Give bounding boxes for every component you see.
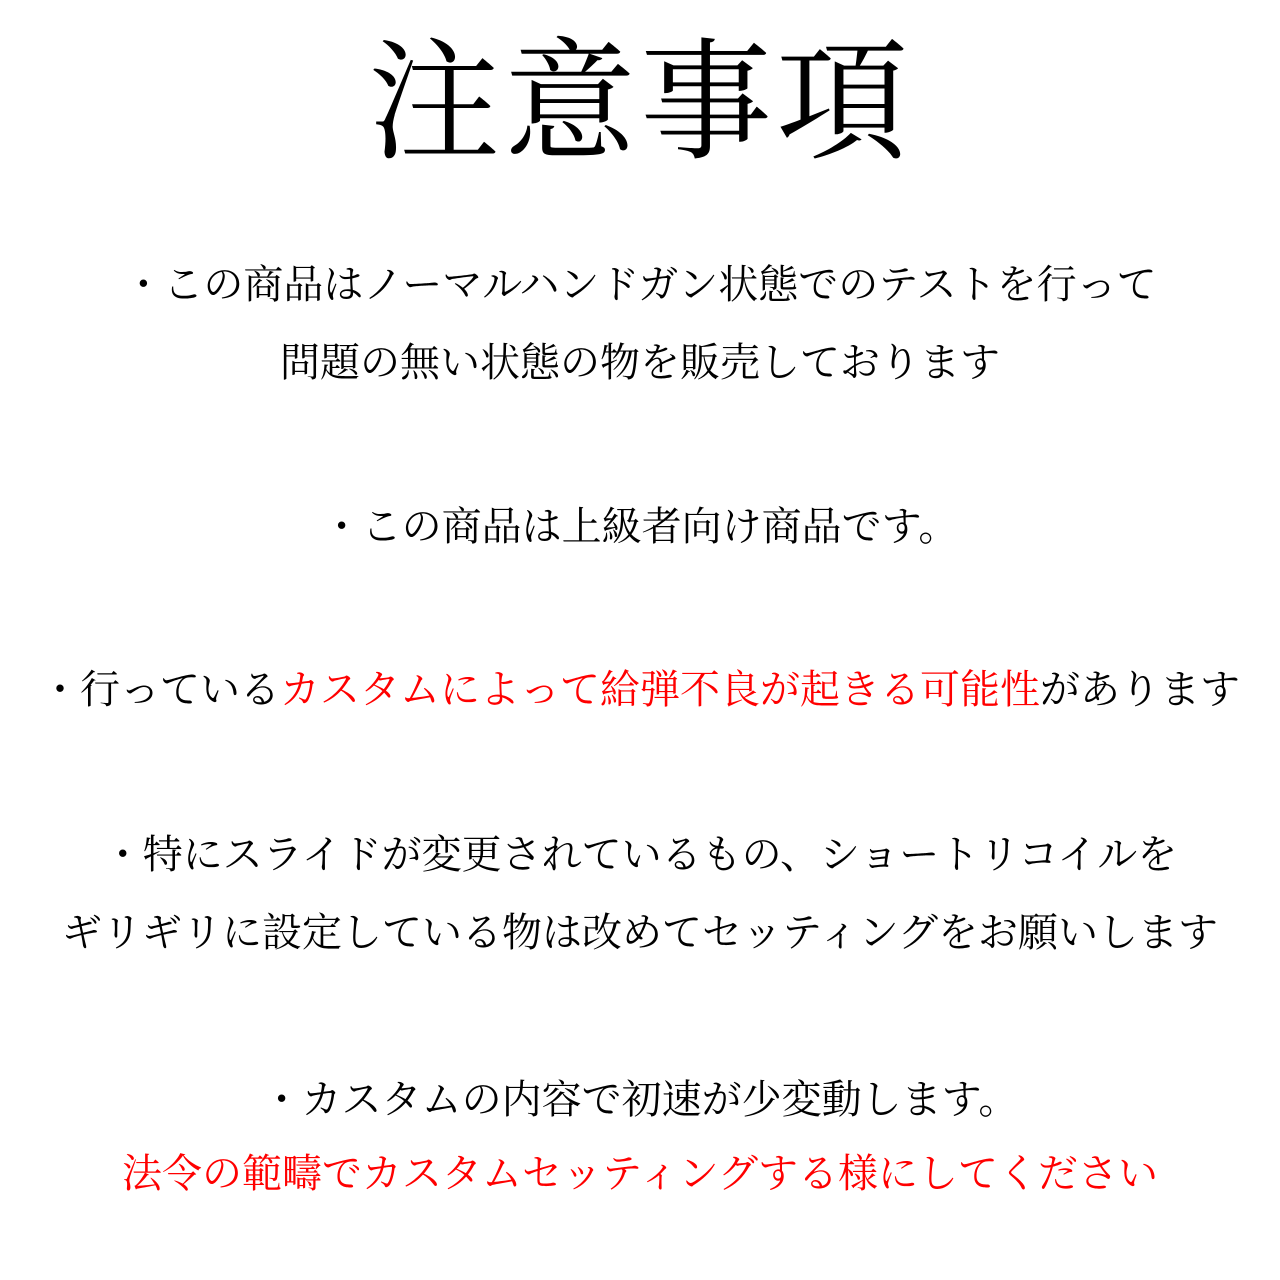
notice-4-line-1 — [0, 825, 1280, 885]
notice-5-line-1 — [0, 1070, 1280, 1130]
notice-text: ・行っている — [40, 667, 280, 713]
notice-3-line-1 — [0, 660, 1280, 720]
page-title: 注意事項 — [368, 26, 912, 180]
notice-warning-highlight: カスタムによって給弾不良が起きる可能性 — [280, 667, 1040, 713]
notice-1-line-1 — [0, 255, 1280, 315]
notice-1-line-2 — [0, 333, 1280, 393]
notice-text: ・この商品はノーマルハンドガン状態でのテストを行って — [123, 262, 1157, 308]
notice-text: ギリギリに設定している物は改めてセッティングをお願いします — [62, 910, 1218, 956]
notice-warning-highlight: 法令の範疇でカスタムセッティングする様にしてください — [122, 1151, 1158, 1197]
notice-text: ・カスタムの内容で初速が少変動します。 — [261, 1077, 1019, 1123]
notice-2-line-1 — [0, 497, 1280, 557]
notice-text: があります — [1040, 667, 1240, 713]
notice-5-line-2 — [0, 1144, 1280, 1204]
notice-text: ・この商品は上級者向け商品です。 — [321, 504, 959, 550]
notice-4-line-2 — [0, 903, 1280, 963]
notice-text: ・特にスライドが変更されているもの、ショートリコイルを — [102, 832, 1178, 878]
notice-text: 問題の無い状態の物を販売しております — [280, 340, 1000, 386]
